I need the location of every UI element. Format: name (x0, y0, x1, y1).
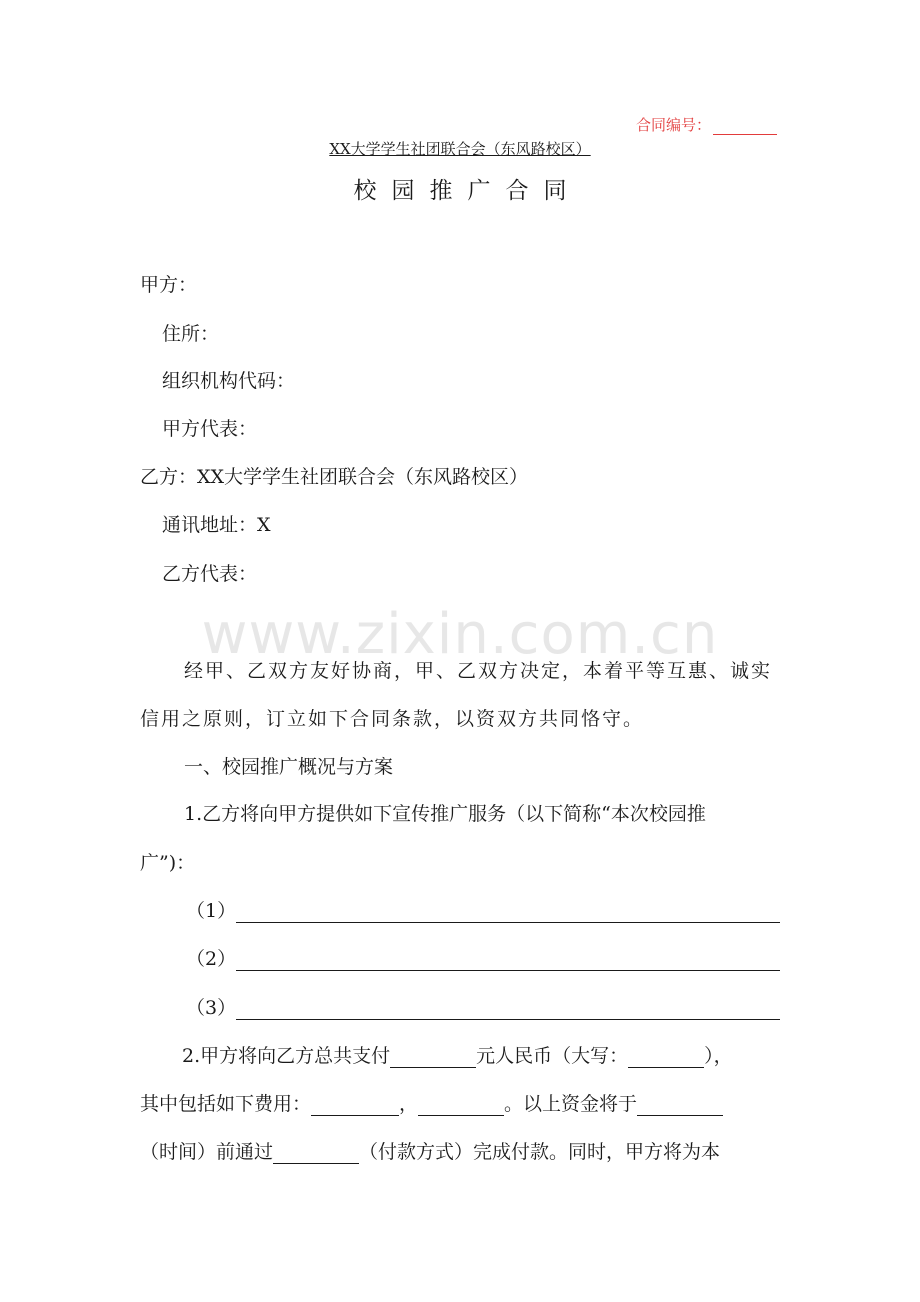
amount-in-words-blank[interactable] (628, 1047, 704, 1068)
clause-2-line-1: 2.甲方将向乙方总共支付 元人民币（大写： ）， (182, 1045, 733, 1067)
fee-item-2-blank[interactable] (418, 1095, 504, 1116)
party-b-address: 通讯地址：X (162, 514, 271, 536)
clause-1-line-2: 广”)： (140, 852, 196, 874)
section-1-title: 一、校园推广概况与方案 (184, 756, 394, 778)
organization-title: XX大学学生社团联合会（东风路校区） (329, 140, 591, 158)
service-item-1-blank[interactable] (236, 902, 780, 923)
intro-line-2: 信用之原则，订立如下合同条款，以资双方共同恪守。 (140, 708, 645, 730)
total-amount-blank[interactable] (390, 1047, 476, 1068)
contract-number-blank[interactable] (713, 120, 777, 135)
watermark: www.zixin.com.cn (201, 602, 719, 667)
service-item-3: （3） (186, 993, 780, 1020)
service-item-3-blank[interactable] (236, 999, 780, 1020)
payment-time-blank[interactable] (637, 1095, 723, 1116)
page-title: 校园推广合同 (353, 178, 582, 204)
party-a-label: 甲方： (140, 274, 198, 296)
party-b-label: 乙方：XX大学学生社团联合会（东风路校区） (140, 466, 529, 488)
party-a-org-code: 组织机构代码： (162, 370, 296, 392)
contract-number-label: 合同编号： (636, 114, 777, 135)
party-b-representative: 乙方代表： (162, 563, 258, 585)
payment-method-blank[interactable] (273, 1143, 359, 1164)
clause-2-line-3: （时间）前通过 （付款方式）完成付款。同时，甲方将为本 (140, 1141, 721, 1163)
clause-1-line-1: 1.乙方将向甲方提供如下宣传推广服务（以下简称“本次校园推 (184, 803, 706, 825)
service-item-2: （2） (186, 944, 780, 971)
intro-line-1: 经甲、乙双方友好协商，甲、乙双方决定，本着平等互惠、诚实 (184, 660, 773, 682)
clause-2-line-2: 其中包括如下费用： ， 。以上资金将于 (140, 1089, 723, 1116)
party-a-representative: 甲方代表： (162, 418, 258, 440)
service-item-2-blank[interactable] (236, 950, 780, 971)
fee-item-1-blank[interactable] (311, 1095, 399, 1116)
service-item-1: （1） (186, 896, 780, 923)
party-a-address: 住所： (162, 323, 220, 345)
